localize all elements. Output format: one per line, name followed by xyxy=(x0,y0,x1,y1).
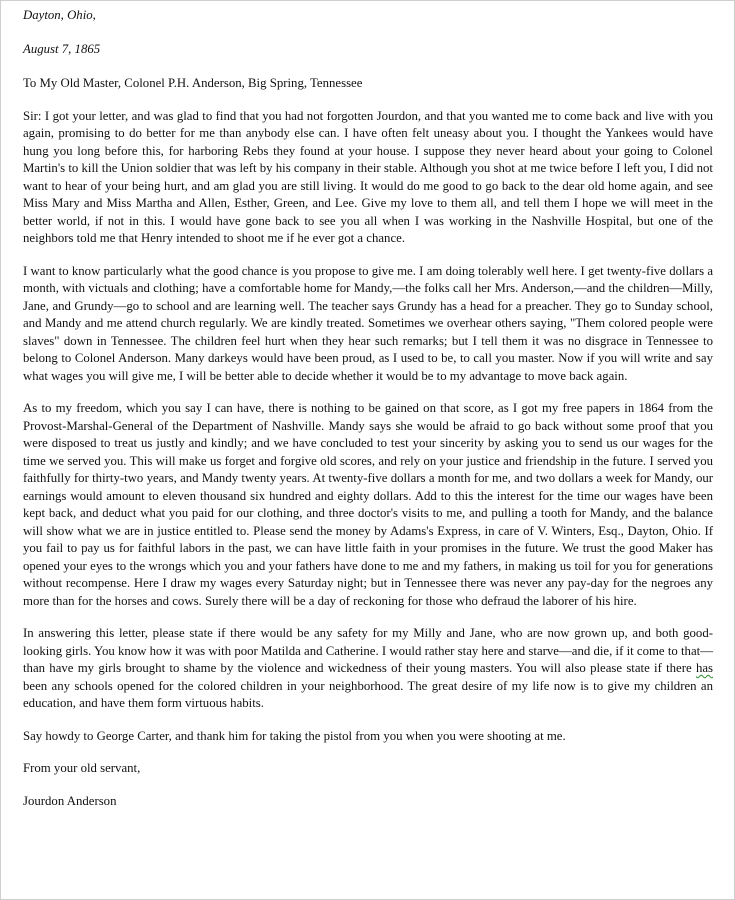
letter-closing: From your old servant, xyxy=(23,761,141,775)
paragraph-4-before: In answering this letter, please state if there would be any safety for my Milly and Jane, who are now grown up, and both good-looking girls. You know how it was with poor Matilda and Catherine. I would rather stay here and starve—and die, if it come to that—than have my girls brought to shame by the violence and wickedness of their young masters. You will also please state if there xyxy=(23,626,713,675)
paragraph-5: Say howdy to George Carter, and thank him for taking the pistol from you when you were shooting at me. xyxy=(23,728,566,743)
letter-date: August 7, 1865 xyxy=(23,41,101,56)
letter-addressee: To My Old Master, Colonel P.H. Anderson, Big Spring, Tennessee xyxy=(23,76,363,90)
paragraph-2: I want to know particularly what the good chance is you propose to give me. I am doing tolerably well here. I get twenty-five dollars a month, with victuals and clothing; have a comfortable home for Mandy,—the folks call her Mrs. Anderson,—and the children—Milly, Jane, and Grundy—go to school and are learning well. The teacher says Grundy has a head for a preacher. They go to Sunday school, and Mandy and me attend church regularly. We are kindly treated. Sometimes we overhear others saying, "Them colored people were slaves" down in Tennessee. The children feel hurt when they hear such remarks; but I tell them it was no disgrace in Tennessee to belong to Colonel Anderson. Many darkeys would have been proud, as I used to be, to call you master. Now if you will write and say what wages you will give me, I will be better able to decide whether it would be to my advantage to move back again. xyxy=(23,263,713,383)
paragraph-4-after: been any schools opened for the colored children in your neighborhood. The great desire of my life now is to give my children an education, and have them form virtuous habits. xyxy=(23,678,713,710)
letter-place: Dayton, Ohio, xyxy=(23,8,96,22)
letter-signature: Jourdon Anderson xyxy=(23,793,117,808)
paragraph-4 xyxy=(23,625,713,713)
paragraph-3: As to my freedom, which you say I can have, there is nothing to be gained on that score, as I got my free papers in 1864 from the Provost-Marshal-General of the Department of Nashville. Mandy says she would be afraid to go back without some proof that you were disposed to treat us justly and kindly; and we have concluded to test your sincerity by asking you to send us our wages for the time we served you. This will make us forget and forgive old scores, and rely on your justice and friendship in the future. I served you faithfully for thirty-two years, and Mandy twenty years. At twenty-five dollars a month for me, and two dollars a week for Mandy, our earnings would amount to eleven thousand six hundred and eighty dollars. Add to this the interest for the time our wages have been kept back, and deduct what you paid for our clothing, and three doctor's visits to me, and pulling a tooth for Mandy, and the balance will show what we are in justice entitled to. Please send the money by Adams's Express, in care of V. Winters, Esq., Dayton, Ohio. If you fail to pay us for faithful labors in the past, we can have little faith in your promises in the future. We trust the good Maker has opened your eyes to the wrongs which you and your fathers have done to me and my fathers, in making us toil for you for generations without recompense. Here I draw my wages every Saturday night; but in Tennessee there was never any pay-day for the negroes any more than for the horses and cows. Surely there will be a day of reckoning for those who defraud the laborer of his hire. xyxy=(23,401,713,608)
letter-body xyxy=(23,7,713,810)
spellcheck-flagged-word: has xyxy=(695,661,713,675)
paragraph-1: Sir: I got your letter, and was glad to find that you had not forgotten Jourdon, and that you wanted me to come back and live with you again, promising to do better for me than anybody else can. I have often felt uneasy about you. I thought the Yankees would have hung you long before this, for harboring Rebs they found at your house. I suppose they never heard about your going to Colonel Martin's to kill the Union soldier that was left by his company in their stable. Although you shot at me twice before I left you, I did not want to hear of your being hurt, and am glad you are still living. It would do me good to go back to the dear old home again, and see Miss Mary and Miss Martha and Allen, Esther, Green, and Lee. Give my love to them all, and tell them I hope we will meet in the better world, if not in this. I would have gone back to see you all when I was working in the Nashville Hospital, but one of the neighbors told me that Henry intended to shoot me if he ever got a chance. xyxy=(23,108,713,245)
